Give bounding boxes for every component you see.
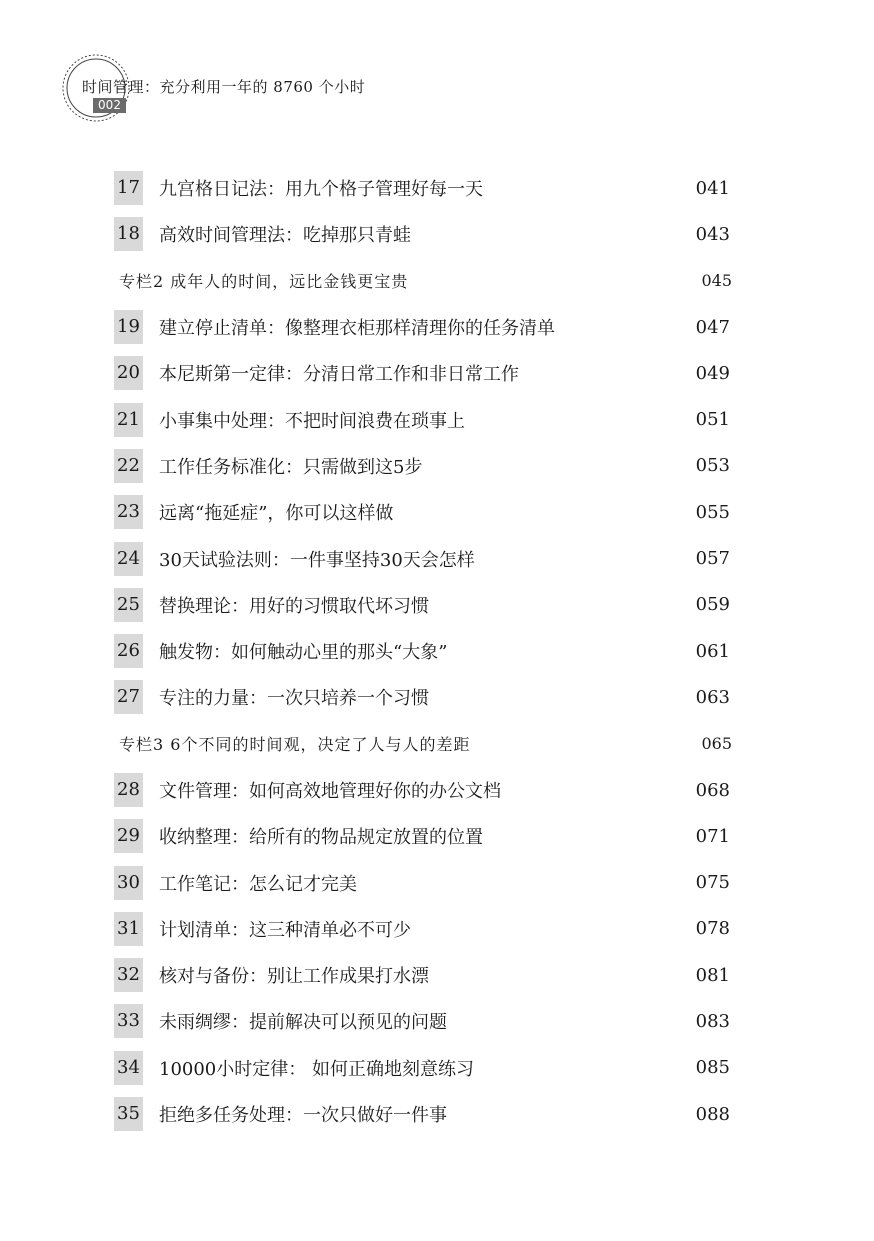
toc-row[interactable] — [114, 767, 734, 813]
page-ref: 078 — [695, 918, 730, 940]
toc-row[interactable] — [114, 628, 734, 674]
chapter-number: 25 — [114, 588, 143, 622]
chapter-title: 远离“拖延症”，你可以这样做 — [159, 503, 394, 525]
page-number-badge: 002 — [93, 98, 126, 113]
chapter-number: 29 — [114, 819, 143, 853]
chapter-number: 27 — [114, 680, 143, 714]
book-title: 时间管理：充分利用一年的 8760 个小时 — [82, 78, 366, 96]
chapter-number: 18 — [114, 217, 143, 251]
toc-row[interactable] — [114, 906, 734, 952]
toc-row[interactable] — [114, 535, 734, 581]
chapter-number: 24 — [114, 542, 143, 576]
chapter-title: 小事集中处理：不把时间浪费在琐事上 — [159, 410, 465, 432]
chapter-title: 拒绝多任务处理：一次只做好一件事 — [159, 1105, 447, 1127]
page-ref: 041 — [695, 177, 730, 199]
toc-row[interactable] — [114, 859, 734, 905]
chapter-title: 工作笔记：怎么记才完美 — [159, 873, 357, 895]
page-ref: 063 — [695, 686, 730, 708]
toc-row[interactable] — [114, 165, 734, 211]
chapter-number: 31 — [114, 912, 143, 946]
chapter-title: 30天试验法则：一件事坚持30天会怎样 — [159, 549, 475, 571]
running-header — [60, 52, 400, 122]
page-ref: 085 — [695, 1057, 730, 1079]
page-ref: 059 — [695, 594, 730, 616]
toc-column-row[interactable] — [114, 258, 734, 304]
chapter-number: 34 — [114, 1051, 143, 1085]
chapter-number: 30 — [114, 866, 143, 900]
page-ref: 065 — [701, 734, 732, 754]
chapter-number: 21 — [114, 403, 143, 437]
chapter-title: 建立停止清单：像整理衣柜那样清理你的任务清单 — [159, 318, 555, 340]
toc-row[interactable] — [114, 443, 734, 489]
chapter-title: 未雨绸缪：提前解决可以预见的问题 — [159, 1012, 447, 1034]
chapter-title: 触发物：如何触动心里的那头“大象” — [159, 642, 448, 664]
toc-column-row[interactable] — [114, 721, 734, 767]
toc-row[interactable] — [114, 489, 734, 535]
page-ref: 043 — [695, 223, 730, 245]
chapter-title: 10000小时定律： 如何正确地刻意练习 — [159, 1058, 474, 1080]
chapter-title: 本尼斯第一定律：分清日常工作和非日常工作 — [159, 364, 519, 386]
chapter-title: 收纳整理：给所有的物品规定放置的位置 — [159, 827, 483, 849]
page-ref: 057 — [695, 548, 730, 570]
page-ref: 049 — [695, 362, 730, 384]
page-ref: 068 — [695, 779, 730, 801]
page-ref: 047 — [695, 316, 730, 338]
table-of-contents — [114, 165, 734, 1137]
chapter-title: 九宫格日记法：用九个格子管理好每一天 — [159, 179, 483, 201]
chapter-title: 计划清单：这三种清单必不可少 — [159, 919, 411, 941]
column-title: 专栏3 6个不同的时间观，决定了人与人的差距 — [119, 735, 471, 755]
page-ref: 053 — [695, 455, 730, 477]
toc-row[interactable] — [114, 1045, 734, 1091]
chapter-title: 替换理论：用好的习惯取代坏习惯 — [159, 595, 429, 617]
chapter-title: 工作任务标准化：只需做到这5步 — [159, 456, 423, 478]
toc-row[interactable] — [114, 582, 734, 628]
page-ref: 088 — [695, 1103, 730, 1125]
toc-row[interactable] — [114, 211, 734, 257]
toc-row[interactable] — [114, 813, 734, 859]
chapter-number: 33 — [114, 1004, 143, 1038]
toc-row[interactable] — [114, 1091, 734, 1137]
chapter-number: 17 — [114, 171, 143, 205]
chapter-title: 文件管理：如何高效地管理好你的办公文档 — [159, 781, 501, 802]
page-ref: 045 — [701, 271, 732, 291]
toc-row[interactable] — [114, 952, 734, 998]
chapter-number: 28 — [114, 773, 143, 807]
page-ref: 075 — [695, 872, 730, 894]
page-ref: 081 — [695, 964, 730, 986]
chapter-number: 19 — [114, 310, 143, 344]
toc-row[interactable] — [114, 396, 734, 442]
page-ref: 055 — [695, 501, 730, 523]
chapter-title: 核对与备份：别让工作成果打水漂 — [159, 966, 429, 988]
chapter-number: 26 — [114, 634, 143, 668]
chapter-number: 22 — [114, 449, 143, 483]
page-ref: 071 — [695, 825, 730, 847]
toc-row[interactable] — [114, 674, 734, 720]
chapter-title: 专注的力量：一次只培养一个习惯 — [159, 688, 429, 710]
toc-row[interactable] — [114, 350, 734, 396]
column-title: 专栏2 成年人的时间，远比金钱更宝贵 — [119, 272, 409, 292]
page-ref: 061 — [695, 640, 730, 662]
toc-row[interactable] — [114, 998, 734, 1044]
page-ref: 051 — [695, 409, 730, 431]
toc-row[interactable] — [114, 304, 734, 350]
page-ref: 083 — [695, 1010, 730, 1032]
chapter-number: 20 — [114, 356, 143, 390]
chapter-number: 35 — [114, 1097, 143, 1131]
chapter-title: 高效时间管理法：吃掉那只青蛙 — [159, 225, 411, 247]
chapter-number: 23 — [114, 495, 143, 529]
chapter-number: 32 — [114, 958, 143, 992]
